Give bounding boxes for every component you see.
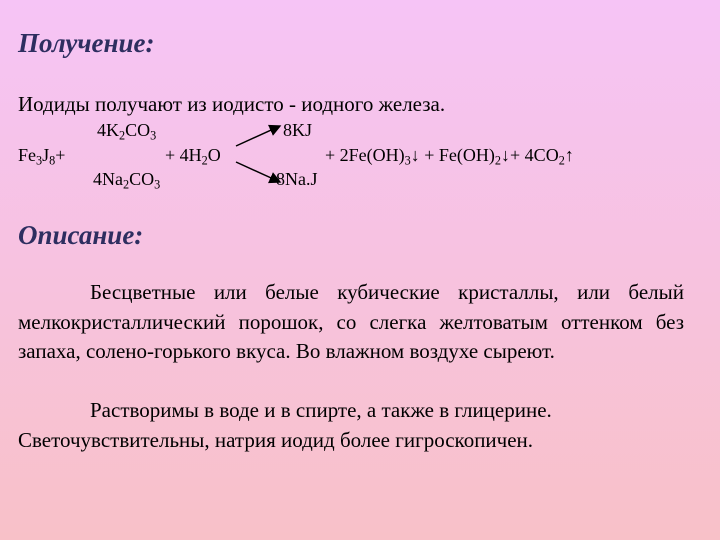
- product-sodium-iodide: 8Na.J: [276, 169, 318, 189]
- section-heading-description: Описание:: [18, 220, 144, 250]
- description-paragraph-solubility: Растворимы в воде и в спирте, а также в глицерине. Светочувствительны, натрия иодид более гигроскопичен.: [18, 398, 552, 452]
- reagent-water: + $4H_2O$: [165, 145, 221, 168]
- arrow-up-icon: [236, 126, 280, 146]
- reagent-potassium-carbonate: $4K_2CO_3$: [97, 120, 157, 143]
- preparation-intro-text: Иодиды получают из иодисто - иодного железа.: [18, 92, 446, 116]
- product-potassium-iodide: 8KJ: [283, 120, 313, 140]
- section-heading-preparation: Получение:: [18, 28, 155, 58]
- reactant-iron-iodide: $Fe_3J_8+$: [18, 145, 66, 168]
- description-paragraph-properties: Бесцветные или белые кубические кристаллы, или белый мелкокристаллический порошок, со слегка желтоватым оттенком без запаха, солено-горького вкуса. Во влажном воздухе сыреют.: [18, 280, 684, 363]
- reagent-sodium-carbonate: $4Na_2CO_3$: [93, 169, 161, 192]
- arrow-down-icon: [236, 162, 280, 182]
- reaction-byproducts: + $2Fe(OH)_3↓$ + $Fe(OH)_2↓+$ $4CO_2↑$: [325, 145, 574, 168]
